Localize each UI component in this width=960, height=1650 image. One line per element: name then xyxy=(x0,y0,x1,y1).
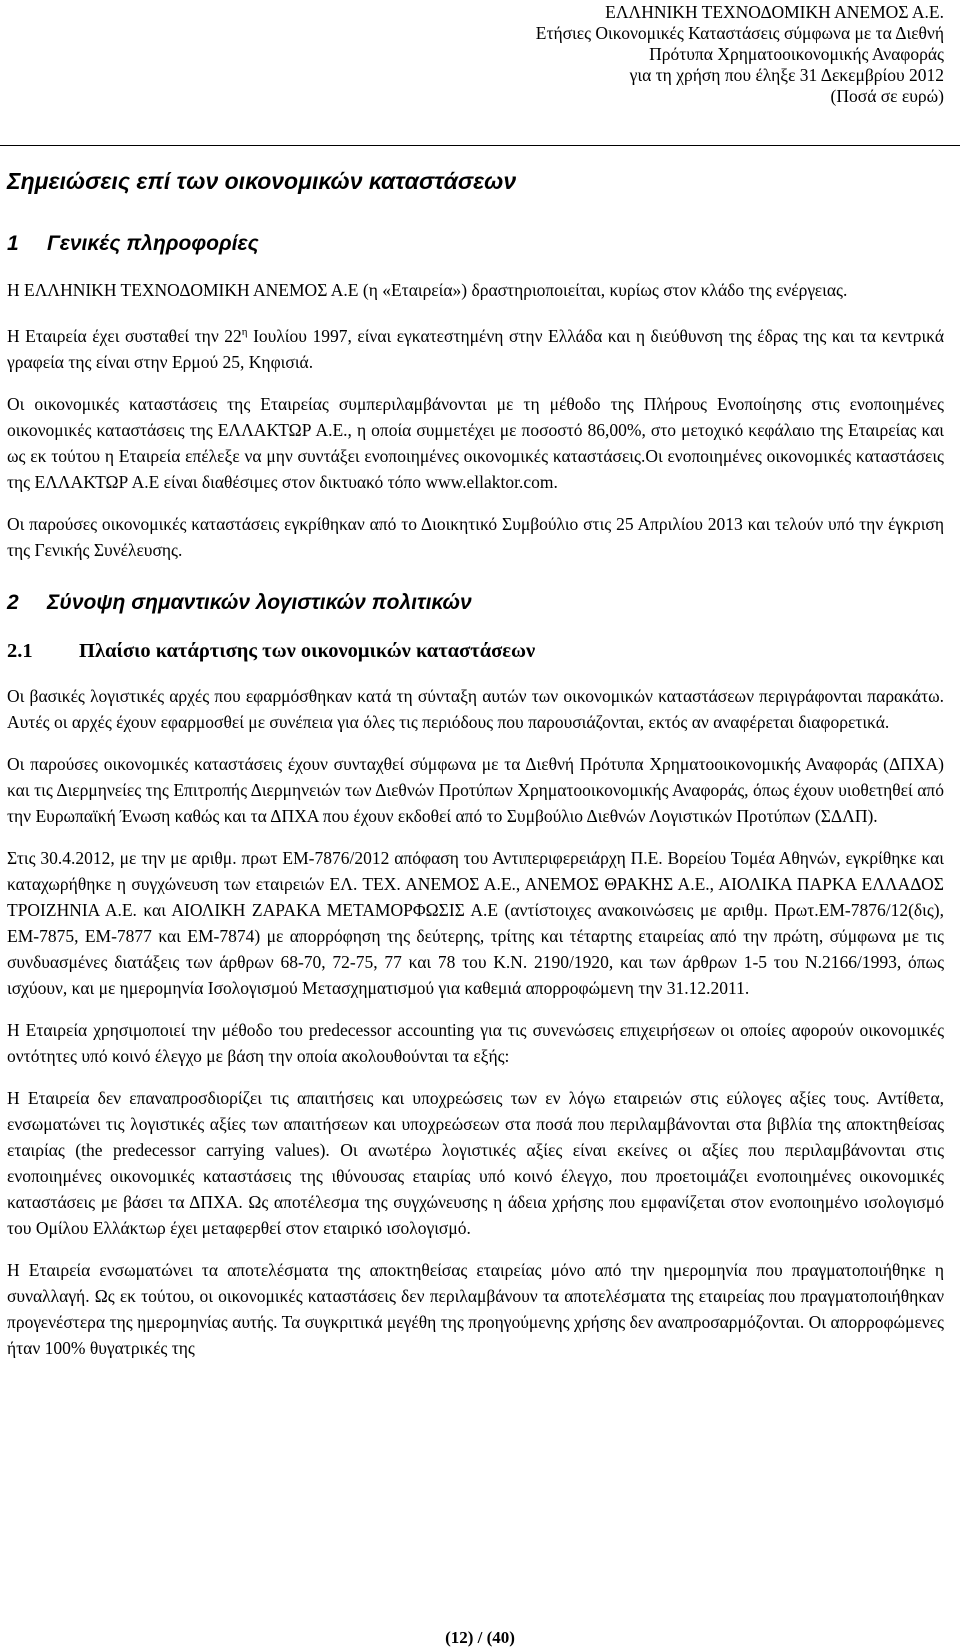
section-2-1-title: Πλαίσιο κατάρτισης των οικονομικών καταστάσεων xyxy=(79,639,536,662)
section-2-heading xyxy=(7,589,944,617)
section-2-1-paragraph-2: Οι παρούσες οικονομικές καταστάσεις έχουν συνταχθεί σύμφωνα με τα Διεθνή Πρότυπα Χρηματοοικονομικής Αναφοράς (ΔΠΧΑ) και τις Διερμηνείες της Επιτροπής Διερμηνειών των Διεθνών Προτύπων Χρηματοοικονομικής Αναφοράς, όπως έχουν υιοθετηθεί από την Ευρωπαϊκή Ένωση καθώς και τα ΔΠΧΑ που έχουν εκδοθεί από το Συμβούλιο Διεθνών Λογιστικών Προτύπων (ΣΔΛΠ). xyxy=(7,753,944,826)
section-1-p2-end: Ιουλίου 1997, είναι εγκατεστημένη στην Ελλάδα και η διεύθυνση της έδρας της και τα κεντρικά γραφεία της είναι στην Ερμού 25, Κηφισιά. xyxy=(7,325,944,372)
section-1-p2-superscript: η xyxy=(241,326,248,338)
header-line-2: Ετήσιες Οικονομικές Καταστάσεις σύμφωνα με τα Διεθνή xyxy=(535,23,944,43)
header-line-4: για τη χρήση που έληξε 31 Δεκεμβρίου 2012 xyxy=(629,65,944,85)
section-2-1-paragraph-3: Στις 30.4.2012, με την με αριθμ. πρωτ ΕΜ-7876/2012 απόφαση του Αντιπεριφερειάρχη Π.Ε. Βορείου Τομέα Αθηνών, εγκρίθηκε και καταχωρήθηκε η συγχώνευση των εταιρειών ΕΛ. ΤΕΧ. ΑΝΕΜΟΣ Α.Ε., ΑΝΕΜΟΣ ΘΡΑΚΗΣ Α.Ε., ΑΙΟΛΙΚΑ ΠΑΡΚΑ ΕΛΛΑΔΟΣ ΤΡΟΙΖΗΝΙΑ Α.Ε. και ΑΙΟΛΙΚΗ ΖΑΡΑΚΑ ΜΕΤΑΜΟΡΦΩΣΙΣ Α.Ε (αντίστοιχες ανακοινώσεις με αριθμ. Πρωτ.ΕΜ-7876/12(δις), ΕΜ-7875, ΕΜ-7877 και ΕΜ-7874) με απορρόφηση της δεύτερης, τρίτης και τέταρτης εταιρείας από την πρώτη, σύμφωνα με τις συνδυασμένες διατάξεις των άρθρων 68-70, 72-75, 77 και 78 του Κ.Ν. 2190/1920, και των άρθρων 1-5 του Ν.2166/1993, όπως ισχύουν, και με ημερομηνία Ισολογισμού Μετασχηματισμού για καθεμιά απορροφώμενη την 31.12.2011. xyxy=(7,847,944,998)
section-1-heading xyxy=(7,230,944,258)
section-2-1-heading xyxy=(7,637,944,665)
page-footer xyxy=(0,1626,960,1650)
section-1-paragraph-4: Οι παρούσες οικονομικές καταστάσεις εγκρίθηκαν από το Διοικητικό Συμβούλιο στις 25 Απριλίου 2013 και τελούν υπό την έγκριση της Γενικής Συνέλευσης. xyxy=(7,513,944,560)
page-number: (12) / (40) xyxy=(445,1628,515,1647)
section-1-p2-start: Η Εταιρεία έχει συσταθεί την 22 xyxy=(7,325,242,346)
section-2-1-paragraph-6: Η Εταιρεία ενσωματώνει τα αποτελέσματα της αποκτηθείσας εταιρείας μόνο από την ημερομηνία που πραγματοποιήθηκε η συναλλαγή. Ως εκ τούτου, οι οικονομικές καταστάσεις δεν περιλαμβάνουν τα αποτελέσματα της εταιρείας που πραγματοποιήθηκαν προγενέστερα της ημερομηνίας αυτής. Τα συγκριτικά μεγέθη της προηγούμενης χρήσης δεν αναπροσαρμόζονται. Οι απορροφώμενες ήταν 100% θυγατρικές της xyxy=(7,1259,944,1358)
section-2-1-number: 2.1 xyxy=(7,639,33,662)
section-2-1-paragraph-1: Οι βασικές λογιστικές αρχές που εφαρμόσθηκαν κατά τη σύνταξη αυτών των οικονομικών καταστάσεων περιγράφονται παρακάτω. Αυτές οι αρχές έχουν εφαρμοσθεί με συνέπεια για όλες τις περιόδους που παρουσιάζονται, εκτός αν αναφέρεται διαφορετικά. xyxy=(7,685,944,732)
section-1-paragraph-3: Οι οικονομικές καταστάσεις της Εταιρείας συμπεριλαμβάνονται με τη μέθοδο της Πλήρους Ενοποίησης στις ενοποιημένες οικονομικές καταστάσεις της ΕΛΛΑΚΤΩΡ Α.Ε., η οποία συμμετέχει με ποσοστό 86,00%, στο μετοχικό κεφάλαιο της Εταιρείας και ως εκ τούτου η Εταιρεία επέλεξε να μην συντάξει ενοποιημένες οικονομικές καταστάσεις.Οι ενοποιημένες οικονομικές καταστάσεις της ΕΛΛΑΚΤΩΡ Α.Ε είναι διαθέσιμες στον δικτυακό τόπο www.ellaktor.com. xyxy=(7,393,944,492)
section-1-paragraph-1: Η ΕΛΛΗΝΙΚΗ ΤΕΧΝΟΔΟΜΙΚΗ ΑΝΕΜΟΣ Α.Ε (η «Εταιρεία») δραστηριοποιείται, κυρίως στον κλάδο της ενέργειας. xyxy=(7,280,848,300)
document-title: Σημειώσεις επί των οικονομικών καταστάσεων xyxy=(7,168,517,194)
header-line-3: Πρότυπα Χρηματοοικονομικής Αναφοράς xyxy=(649,44,944,64)
header-company: ΕΛΛΗΝΙΚΗ ΤΕΧΝΟΔΟΜΙΚΗ ΑΝΕΜΟΣ Α.Ε. xyxy=(605,2,944,22)
section-2-1-paragraph-4: Η Εταιρεία χρησιμοποιεί την μέθοδο του predecessor accounting για τις συνενώσεις επιχειρήσεων οι οποίες αφορούν οικονομικές οντότητες υπό κοινό έλεγχο με βάση την οποία ακολουθούνται τα εξής: xyxy=(7,1019,944,1066)
section-1-number: 1 xyxy=(7,232,19,255)
section-1-title: Γενικές πληροφορίες xyxy=(47,232,259,255)
header-currency: (Ποσά σε ευρώ) xyxy=(830,86,944,106)
section-2-1-paragraph-5: Η Εταιρεία δεν επαναπροσδιορίζει τις απαιτήσεις και υποχρεώσεις των εν λόγω εταιρειών στις εύλογες αξίες τους. Αντίθετα, ενσωματώνει τις λογιστικές αξίες των απαιτήσεων και υποχρεώσεων στα ποσά που περιλαμβάνονται στα βιβλία της αποκτηθείσας εταιρίας (the predecessor carrying values). Οι ανωτέρω λογιστικές αξίες είναι εκείνες οι αξίες που περιλαμβάνονται στις ενοποιημένες οικονομικές καταστάσεις της ιθύνουσας εταιρίας υπό κοινό έλεγχο, που προετοιμάζει ενοποιημένες οικονομικές καταστάσεις με βάσει τα ΔΠΧΑ. Ως αποτέλεσμα της συγχώνευσης η άδεια χρήσης που εμφανίζεται στον ενοποιημένο ισολογισμό του Ομίλου Ελλάκτωρ έχει μεταφερθεί στον εταιρικό ισολογισμό. xyxy=(7,1087,944,1238)
page-header xyxy=(7,0,944,107)
header-divider xyxy=(0,145,960,146)
section-2-title: Σύνοψη σημαντικών λογιστικών πολιτικών xyxy=(47,590,472,614)
section-1-paragraph-2 xyxy=(7,319,944,375)
section-2-number: 2 xyxy=(7,590,19,614)
